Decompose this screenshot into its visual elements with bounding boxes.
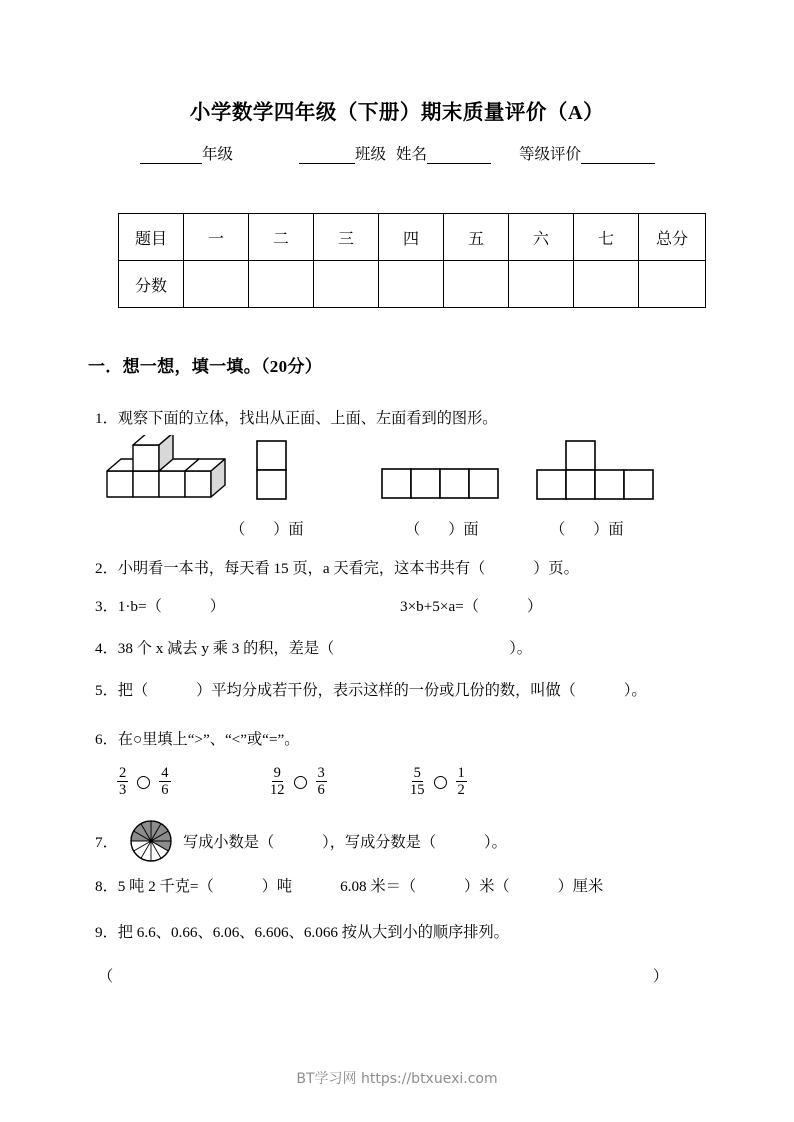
- question-1-number: 1．: [95, 410, 118, 427]
- question-4: [95, 638, 532, 661]
- view-label-2: [405, 518, 479, 539]
- question-6-fraction-row: [95, 766, 715, 810]
- question-4-text: 38 个 x 减去 y 乘 3 的积，差是（: [117, 640, 335, 657]
- score-cell-1[interactable]: [184, 261, 249, 308]
- fraction-2-left-numerator: 9: [273, 765, 281, 781]
- question-2-tail: ）页。: [533, 560, 579, 577]
- answer-paren-close: ）: [652, 968, 668, 985]
- view-label-1-close: ）面: [273, 521, 304, 538]
- col-header-7: 七: [574, 214, 639, 261]
- view-label-3-open[interactable]: （: [550, 521, 566, 538]
- question-8-number: 8．: [95, 878, 118, 895]
- question-3-number: 3．: [95, 598, 118, 615]
- fraction-3-right: [456, 766, 467, 798]
- table-row-scores: [119, 261, 706, 308]
- class-label: 班级: [355, 146, 387, 163]
- question-5: [95, 680, 647, 703]
- question-4-tail: ）。: [509, 640, 532, 657]
- class-field: [299, 142, 386, 164]
- question-5-tail: ）。: [623, 682, 647, 699]
- fraction-1-right-numerator: 4: [161, 765, 169, 781]
- table-row-header: [119, 214, 706, 261]
- row-label-topic: 题目: [119, 214, 184, 261]
- question-6: [95, 729, 299, 752]
- question-1: [95, 408, 497, 431]
- question-3-left-close: ）: [209, 598, 225, 615]
- question-7-mid: ），写成分数是（: [322, 834, 437, 851]
- view-shape-vertical-pair: [255, 439, 289, 506]
- page-title: 小学数学四年级（下册）期末质量评价（A）: [189, 102, 605, 124]
- question-9-text: 把 6.6、0.66、6.06、6.606、6.066 按从大到小的顺序排列。: [117, 924, 509, 941]
- col-header-3: 三: [314, 214, 379, 261]
- view-shape-row-four-with-top: [535, 439, 659, 506]
- score-cell-4[interactable]: [379, 261, 444, 308]
- fraction-1-left-numerator: 2: [119, 765, 127, 781]
- question-5-text-b: ）平均分成若干份，表示这样的一份或几份的数，叫做（: [196, 682, 576, 699]
- question-9-number: 9．: [95, 924, 118, 941]
- grade-blank[interactable]: [140, 150, 202, 164]
- class-blank[interactable]: [299, 150, 355, 164]
- two-stacked-squares-icon: [255, 439, 289, 501]
- rating-field: [519, 142, 655, 164]
- name-label: 姓名: [396, 146, 428, 163]
- fraction-pair-1: [117, 766, 171, 798]
- question-2-number: 2．: [95, 560, 118, 577]
- question-3: [95, 596, 542, 619]
- question-8-text-c: 6.08 米＝（: [340, 878, 416, 895]
- question-2-text: 小明看一本书，每天看 15 页，a 天看完，这本书共有（: [117, 560, 486, 577]
- question-7: [95, 818, 715, 864]
- question-1-view-labels: [95, 518, 715, 542]
- question-3-left-expr: 1·b=（: [117, 598, 162, 615]
- question-7-text-group: [183, 831, 507, 852]
- fraction-3-left-numerator: 5: [413, 765, 421, 781]
- name-field: [396, 142, 491, 164]
- score-cell-3[interactable]: [314, 261, 379, 308]
- rating-label: 等级评价: [519, 146, 582, 163]
- question-1-text: 观察下面的立体，找出从正面、上面、左面看到的图形。: [117, 410, 498, 427]
- view-label-3-close: ）面: [593, 521, 624, 538]
- footer-watermark: BT学习网 https://btxuexi.com: [296, 1071, 498, 1087]
- col-header-6: 六: [509, 214, 574, 261]
- fraction-3-left-denominator: 15: [410, 782, 425, 799]
- grade-field: [140, 142, 233, 164]
- col-header-2: 二: [249, 214, 314, 261]
- score-cell-2[interactable]: [249, 261, 314, 308]
- question-9-answer-area[interactable]: [98, 965, 668, 986]
- question-8-text-e: ）厘米: [557, 878, 604, 895]
- question-8-text-d: ）米（: [464, 878, 510, 895]
- score-cell-total[interactable]: [639, 261, 706, 308]
- question-8: [95, 876, 603, 899]
- question-3-right-expr: 3×b+5×a=（: [399, 598, 479, 615]
- question-9: [95, 922, 509, 945]
- fraction-2-right-denominator: 6: [317, 782, 325, 799]
- t-shape-squares-icon: [535, 439, 659, 501]
- rating-blank[interactable]: [581, 150, 655, 164]
- col-header-5: 五: [444, 214, 509, 261]
- view-label-1-open[interactable]: （: [230, 521, 246, 538]
- grade-label: 年级: [202, 146, 234, 163]
- col-header-1: 一: [184, 214, 249, 261]
- question-2: [95, 558, 579, 581]
- question-6-text: 在○里填上“>”、“<”或“=”。: [117, 731, 300, 748]
- fraction-2-right: [316, 766, 327, 798]
- col-header-4: 四: [379, 214, 444, 261]
- fraction-2-right-numerator: 3: [317, 765, 325, 781]
- score-cell-5[interactable]: [444, 261, 509, 308]
- view-shape-row-four: [380, 467, 504, 506]
- score-cell-7[interactable]: [574, 261, 639, 308]
- question-8-text-a: 5 吨 2 千克=（: [117, 878, 214, 895]
- fraction-3-left: [410, 766, 425, 798]
- view-label-3: [550, 518, 624, 539]
- fraction-3-right-numerator: 1: [457, 765, 465, 781]
- score-cell-6[interactable]: [509, 261, 574, 308]
- col-header-total: 总分: [639, 214, 706, 261]
- cube-stack-icon: [105, 435, 230, 503]
- question-6-number: 6．: [95, 731, 118, 748]
- fraction-1-left: [117, 766, 128, 798]
- view-label-1: [230, 518, 304, 539]
- answer-paren-open: （: [98, 968, 114, 985]
- view-label-2-open[interactable]: （: [405, 521, 421, 538]
- comparison-circle-2[interactable]: [294, 776, 307, 789]
- view-label-2-close: ）面: [448, 521, 479, 538]
- fraction-pair-3: [410, 766, 467, 798]
- section-heading-one: 一．想一想，填一填。（20分）: [88, 357, 322, 376]
- question-7-tail: ）。: [484, 834, 507, 851]
- fraction-2-left-denominator: 12: [270, 782, 285, 799]
- fraction-3-right-denominator: 2: [457, 782, 465, 799]
- fraction-1-left-denominator: 3: [119, 782, 127, 799]
- isometric-solid-figure: [105, 435, 230, 508]
- student-info-line: [140, 142, 670, 164]
- four-squares-row-icon: [380, 467, 504, 501]
- pie-chart-icon: [128, 818, 174, 864]
- score-table: [118, 213, 706, 308]
- fraction-2-left: [270, 766, 285, 798]
- question-5-text-a: 把（: [117, 682, 149, 699]
- name-blank[interactable]: [427, 150, 491, 164]
- row-label-score: 分数: [119, 261, 184, 308]
- fraction-1-right: [159, 766, 170, 798]
- pie-chart-figure: [128, 818, 174, 869]
- question-4-number: 4．: [95, 640, 118, 657]
- comparison-circle-1[interactable]: [137, 776, 150, 789]
- question-8-text-b: ）吨: [261, 878, 293, 895]
- fraction-1-right-denominator: 6: [161, 782, 169, 799]
- question-1-figures: [95, 435, 715, 510]
- question-3-right-close: ）: [526, 598, 543, 615]
- question-7-text: 写成小数是（: [183, 834, 275, 851]
- question-5-number: 5．: [95, 682, 118, 699]
- fraction-pair-2: [270, 766, 327, 798]
- question-7-number: 7．: [95, 834, 118, 851]
- comparison-circle-3[interactable]: [434, 776, 447, 789]
